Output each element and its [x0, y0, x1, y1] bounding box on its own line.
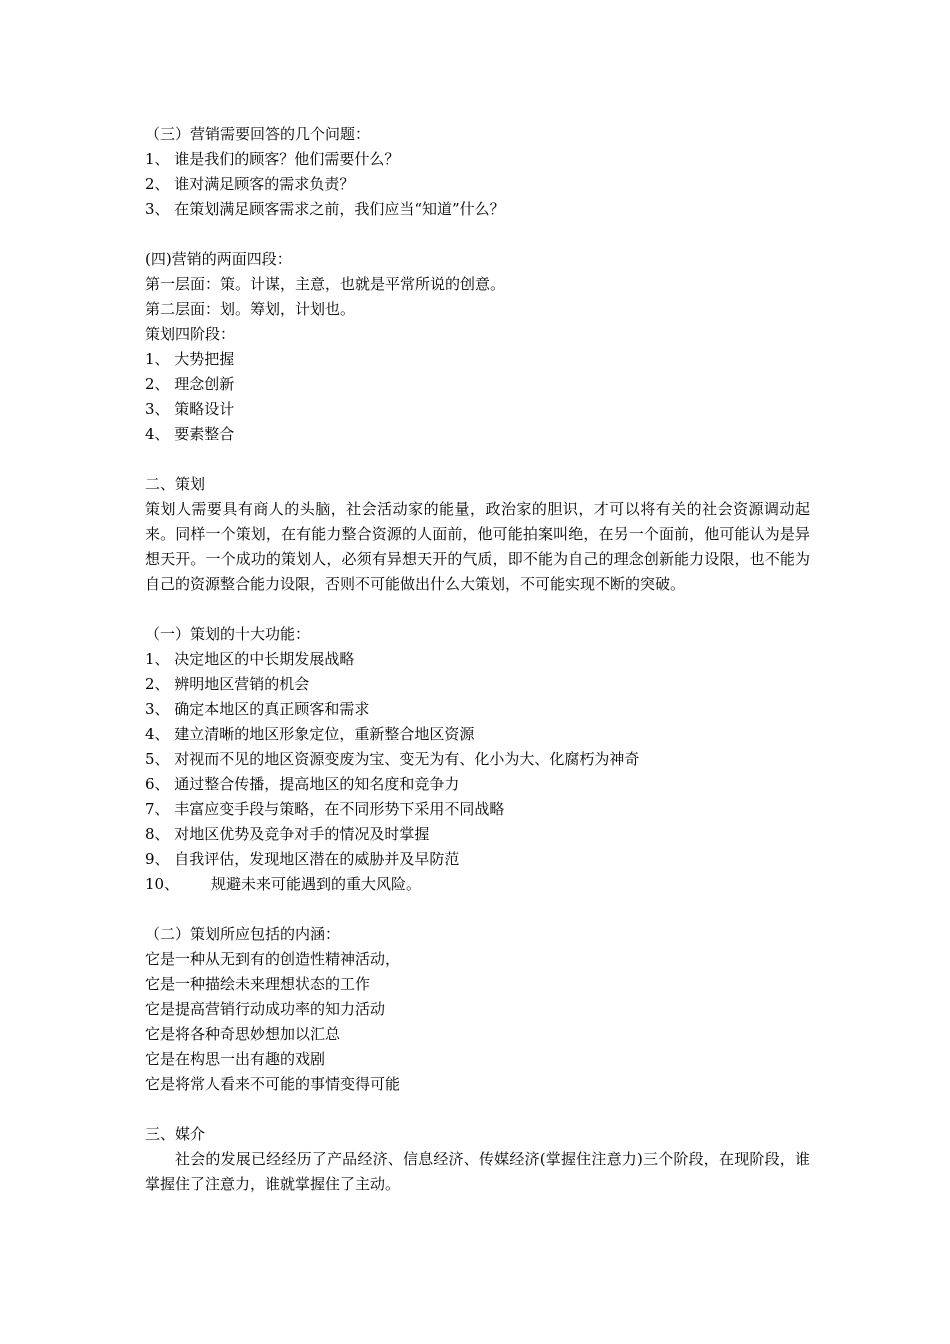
list-item: 2、 谁对满足顾客的需求负责？ [145, 175, 355, 193]
text-line: 第二层面：划。筹划，计划也。 [145, 300, 356, 318]
list-item: 8、 对地区优势及竞争对手的情况及时掌握 [145, 825, 430, 843]
list-number: 10、 [145, 875, 180, 893]
list-item: 它是将常人看来不可能的事情变得可能 [145, 1075, 401, 1093]
list-item: 9、 自我评估，发现地区潜在的威胁并及早防范 [145, 850, 460, 868]
list-item: 它是提高营销行动成功率的知力活动 [145, 1000, 386, 1018]
list-item: 3、 在策划满足顾客需求之前，我们应当“知道”什么？ [145, 200, 505, 218]
list-item: 5、 对视而不见的地区资源变废为宝、变无为有、化小为大、化腐朽为神奇 [145, 750, 640, 768]
list-item: 7、 丰富应变手段与策略，在不同形势下采用不同战略 [145, 800, 505, 818]
list-item: 4、 建立清晰的地区形象定位，重新整合地区资源 [145, 725, 475, 743]
subheading: 策划四阶段： [145, 325, 236, 343]
section-heading: (四)营销的两面四段： [145, 250, 292, 268]
list-item [145, 872, 810, 897]
blank-line [145, 1097, 810, 1122]
document-body [145, 122, 810, 1197]
blank-line [145, 597, 810, 622]
list-item: 它是一种描绘未来理想状态的工作 [145, 975, 371, 993]
section-heading: （一）策划的十大功能： [145, 625, 311, 643]
list-item: 1、 大势把握 [145, 350, 235, 368]
list-item: 2、 理念创新 [145, 375, 235, 393]
list-item: 4、 要素整合 [145, 425, 235, 443]
text-line: 第一层面：策。计谋，主意，也就是平常所说的创意。 [145, 275, 506, 293]
list-item: 2、 辨明地区营销的机会 [145, 675, 310, 693]
part-heading: 三、媒介 [145, 1125, 206, 1143]
list-item: 它是将各种奇思妙想加以汇总 [145, 1025, 341, 1043]
part-heading: 二、策划 [145, 475, 206, 493]
paragraph: 社会的发展已经经历了产品经济、信息经济、传媒经济(掌握住注意力)三个阶段，在现阶段，谁掌握住了注意力，谁就掌握住了主动。 [145, 1150, 810, 1193]
blank-line [145, 447, 810, 472]
section-heading: （三）营销需要回答的几个问题： [145, 125, 371, 143]
list-item: 1、 谁是我们的顾客？他们需要什么？ [145, 150, 400, 168]
list-item-text: 规避未来可能遇到的重大风险。 [211, 875, 422, 893]
list-item: 它是在构思一出有趣的戏剧 [145, 1050, 326, 1068]
list-item: 3、 确定本地区的真正顾客和需求 [145, 700, 370, 718]
list-item: 1、 决定地区的中长期发展战略 [145, 650, 355, 668]
blank-line [145, 222, 810, 247]
paragraph: 策划人需要具有商人的头脑，社会活动家的能量，政治家的胆识，才可以将有关的社会资源调动起来。同样一个策划，在有能力整合资源的人面前，他可能拍案叫绝，在另一个面前，他可能认为是异想天开。一个成功的策划人，必须有异想天开的气质，即不能为自己的理念创新能力设限，也不能为自己的资源整合能力设限，否则不可能做出什么大策划，不可能实现不断的突破。 [145, 500, 810, 593]
list-item: 它是一种从无到有的创造性精神活动， [145, 950, 401, 968]
list-item: 6、 通过整合传播，提高地区的知名度和竞争力 [145, 775, 460, 793]
section-heading: （二）策划所应包括的内涵： [145, 925, 341, 943]
blank-line [145, 897, 810, 922]
list-item: 3、 策略设计 [145, 400, 235, 418]
